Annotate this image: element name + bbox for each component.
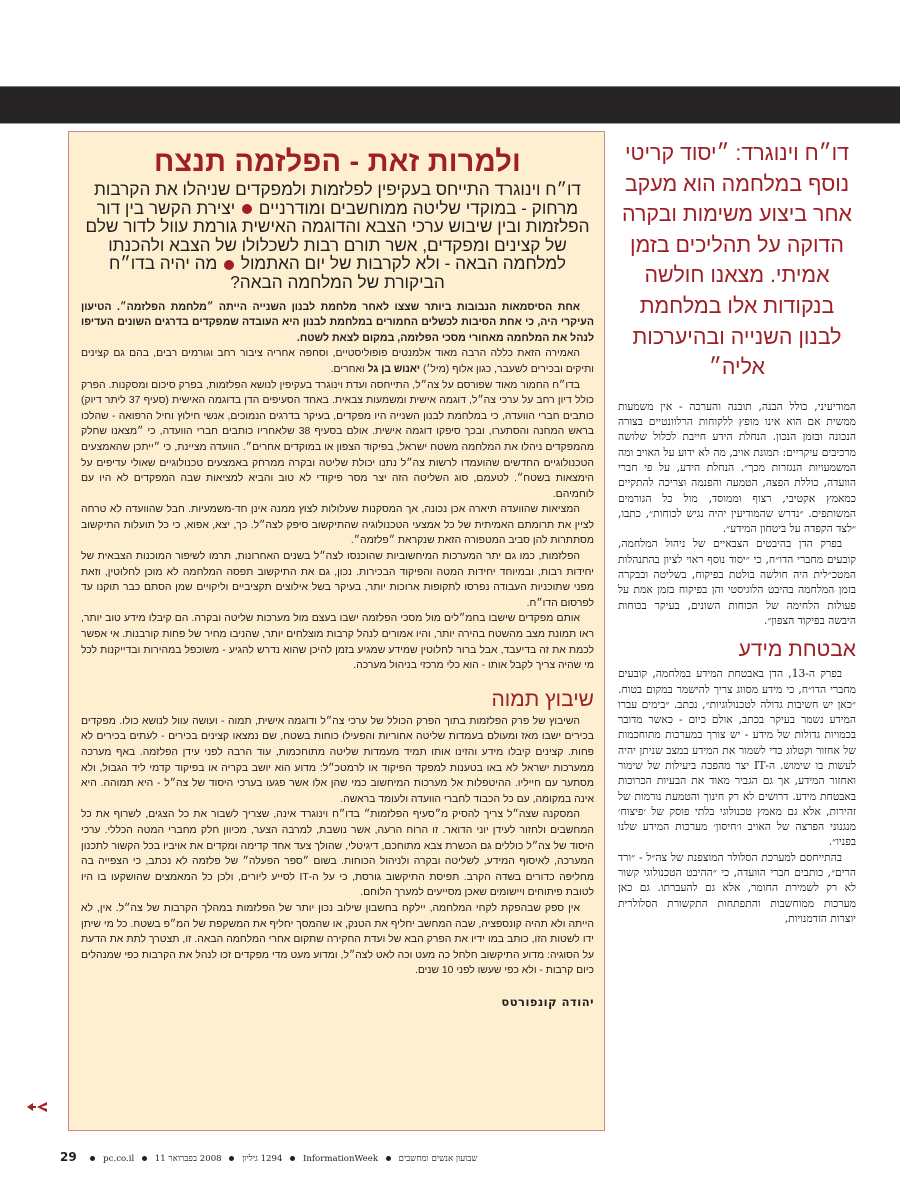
body-paragraph: אין ספק שבהפקת לקחי המלחמה, יילקח בחשבון שילוב נכון יותר של הפלזמות במהלך הקרבות של צה״ל. אין, לא הייתה ולא תהיה קונספציה, שבה המחשב יחליף את הטנק, או שהמסך יחליף את המשקפת של המ״פ בשטח. כל מי שיתן ידו לשטות הזו, כותב במו ידיו את הפרק הבא של ועדת החקירה שתקום אחרי המלחמה הבאה. זו, תצטרך לתת את הדעת על הסוגיה: מדוע התיקשוב חלחל כה מעט וכה לאט לצה״ל, ומדוע מעט מדי מפקדים זכו לנהל את הקרבות כפי שמנהלים כיום קרבות - ולא כפי שעשו לפני 10 שנים. xyxy=(81,902,594,977)
sidebar-subhead: שיבוץ תמוה xyxy=(491,687,594,711)
body-paragraph: בפרק ה-13, הדן באבטחת המידע במלחמה, קובעים מחברי הדו״ח, כי מידע מסווג צריך להישמר במקום בטוח. ״כאן יש חשיבות גדולה לטכנולוגיות״, נכתב. ״בימים עברו המידע נשמר בעיקר בכתב, אולם כיום - כאשר מדובר בכמויות גדולות של מידע - יש צורך במערכות מתוחכמות של אחזור וקטלוג כדי לשמור את המידע במצב שניתן יהיה לעשות בו שימוש. ה-IT יצר מהפכה ביעילות של שימור ואחזור המידע, אך גם הגביר מאוד את הבעיות הכרוכות באבטחת מידע. דרושים לא רק חינוך והטמעת נורמות של זהירות, אלא גם מאמץ טכנולוגי בלתי פוסק של ׳פיצוח׳ מנגנוני הפרצה של האויב ו׳חיסון׳ מערכות המידע שלנו בפניו״. xyxy=(618,667,856,849)
bullet-icon xyxy=(386,1156,391,1161)
deck-part: יצירת הקשר בין דור הפלזמות ובין שיבוש ערכי הצבא והדוגמה האישית גורמת עוול לדור שלם של קצינים ומפקדים, אשר תורם רבות לשכלולו של הצבא ולהכנתו למלחמה הבאה - ולא לקרבות של יום האתמול xyxy=(85,197,590,274)
bullet-icon xyxy=(142,1156,147,1161)
body-paragraph: בפרק הדן בהיבטים הצבאיים של ניהול המלחמה, קובעים מחברי הדו״ח, כי ״יסוד נוסף ראוי לציון בהתנהלות המטכ״לית היה חולשה בולטת בפיקוח, בשליטה ובבקרה בזמן המלחמה בהיבט הלוגיסטי והן בפיקוח בזמן אמת על פעולות הלחימה של הכוחות השונים, בעיקר בכוחות היבשה בפיקוד הצפון״. xyxy=(618,537,856,627)
body-paragraph: בהתייחסם למערכת הסלולר המוצפנת של צה״ל - ״ורד הרים״, כותבים חברי הוועדה, כי ״ההיבט הטכנולוגי קשור לא רק לשמירת החומר, אלא גם להעברתו. גם כאן מערכות ממוחשבות והתפתחות התקשורת הסלולרית יוצרות הזדמנויות, xyxy=(618,850,856,925)
bullet-icon xyxy=(290,1156,295,1161)
body-paragraph: הפלזמות, כמו גם יתר המערכות המיחשוביות שהוכנסו לצה״ל בשנים האחרונות, תרמו לשיפור המוכנות הצבאית של יחידות רבות, ובמיוחד יחידות המטה והפיקוד הבכירות. נכון, גם את התיקשוב תפסה המלחמה לא מוכן לחלוטין, וזאת מפני שתוכניות העבודה נפרסו לתקופות ארוכות יותר, בעיקר בשל אילוצים תקציביים וליקויים שמן הסתם כבר תוקנו עד לפרסום הדו״ח. xyxy=(81,551,594,609)
page-number: 29 xyxy=(60,1150,77,1164)
footer-item: InformationWeek xyxy=(302,1154,379,1164)
footer-item: שבועון אנשים ומחשבים xyxy=(398,1154,478,1164)
bullet-icon xyxy=(224,260,234,270)
body-paragraph: השיבוץ של פרק הפלזמות בתוך הפרק הכולל של ערכי צה״ל ודוגמה אישית, תמוה - ועושה עוול לנושא כולו. מפקדים בכירים ישבו מאז ומעולם בעמדות שליטה אחוריות והפעילו כוחות בשטח, שם נמצאו קצינים בכירים - לעתים בכירים לא פחות. קצינים קיבלו מידע והזינו אותו תמיד מעמדות שליטה מתוחכמות, עוד הרבה לפני עידן הפלזמה. באף מערכה ממערכות ישראל לא באו בטענות למפקד הפיקוד או לרמטכ״ל: מדוע הוא יושב בקריה או בפיקוד קדמי ליד הגבול, ולא מסתער עם חייליו. ההיטפלות אל מערכות המיחשוב כמי שהן אלו אשר פגעו בערכי היסוד של צה״ל - היא תמוהה. היא אינה במקומה, עם כל הכבוד לחברי הוועדה ולעומד בראשה. xyxy=(81,715,594,805)
sidebar-body xyxy=(81,300,594,1009)
author-byline: יהודה קונפורטס xyxy=(501,994,594,1009)
deck-part: מה יהיה בדו״ח הביקורת של המלחמה הבאה? xyxy=(109,253,445,292)
body-paragraph: אותם מפקדים שישבו בחמ״לים מול מסכי הפלזמה ישבו בעצם מול מערכות שליטה ובקרה. הם קיבלו מידע טוב יותר, ראו תמונת מצב מהשטח בהירה יותר, והיו אמורים לנהל קרבות מוצלחים יותר, שהניבו מחיר של פחות קורבנות. אי אפשר לכמת את זה בדיעבד, אבל ברור לחלוטין שמידע שמגיע בזמן להיכן שהוא נדרש להגיע - משוכפל במהירות ובדייקנות לכל מי שהיה צריך לקבל אותו - הוא כלי מרכזי בניהול מערכה. xyxy=(81,613,594,672)
body-paragraph: המסקנה שצה״ל צריך להסיק מ״סעיף הפלזמות״ בדו״ח וינוגרד אינה, שצריך לשבור את כל הצגים, לשרוף את כל המחשבים ולחזור לעידן יוני הדואר. זו הרוח הרעה, אשר נושבת, למרבה הצער, מכיוון חלק מחברי המטה הכללי. ערכי היסוד של צה״ל כוללים גם הכשרת צבא מתוחכם, דיגיטלי, שהולך צעד אחד קדימה ומקדים את אויביו בכל הקשור לתכנון המערכה, לאיסוף המידע, לשליטה ובקרה ולניהול הכוחות. בשום ״ספר הפעלה״ של פלזמה לא נכתב, כי הצפייה בה מחליפה כדורים בשדה הקרב. תפיסת התיקשוב גורסת, כי על ה-IT לסייע ליורים, ולכן כל המאמצים שהושקעו בו היו לטובת פיתוחים ויישומים שאכן מסייעים למערך הלוחם. xyxy=(81,809,594,899)
deck-part: דו״ח וינוגרד התייחס בעקיפין לפלזמות ולמפקדים שניהלו את הקרבות מרחוק - במוקדי שליטה ממוחשבים ומודרניים xyxy=(94,179,581,218)
footer-item: 2008 בפברואר 11 xyxy=(154,1154,222,1164)
lead-paragraph: אחת הסיסמאות הנבובות ביותר שצצו לאחר מלחמת לבנון השנייה הייתה ״מלחמת הפלזמה״. הטיעון העיקרי היה, כי אחת הסיבות לכשלים החמורים במלחמת לבנון היא העובדה שמפקדים בדרגים השונים העדיפו לנהל את המלחמה מאחורי מסכי הפלזמה, במקום לצאת לשטח. xyxy=(81,300,594,344)
footer-item: pc.co.il xyxy=(103,1154,135,1164)
sidebar-title: ולמרות זאת - הפלזמה תנצח xyxy=(154,146,521,178)
continue-arrow-icon xyxy=(27,1101,47,1113)
footer-item: 1294 גיליון xyxy=(242,1154,283,1164)
bullet-icon xyxy=(229,1156,234,1161)
bullet-icon xyxy=(90,1156,95,1161)
body-paragraph: המודיעיני, כולל הבנה, תובנה והערכה - אין משמעות ממשית אם הוא אינו מופץ ללקוחות הרלוונטיים בצורה הנכונה ובזמן הנכון. הנחלת הידע חייבת לכלול שלושה מרכיבים עיקריים: תמונת אויב, מה לא ידוע על האויב ומה המשמעויות הנגזרות מכך״. הנחלת הידע, על פי חברי הוועדה, כוללת הפצה, הטמעה והפנמה וצריכה להתקיים כמאמץ אקטיבי, רצוף וממוסד, מול כל הגורמים המשותפים. ״נדרש שהמודיעין יהיה נגיש לכוחות״, כתבו, ״לצד הקפדה על ביטחון המידע״. xyxy=(618,399,856,536)
body-paragraph: בדו״ח החמור מאוד שפורסם על צה״ל, התייחסה ועדת וינוגרד בעקיפין לנושא הפלזמות, בפרק סיכום ומסקנות. הפרק כולל דיון רחב על ערכי צה״ל, דוגמה אישית ומשמעות צבאית. באחד הסעיפים הדן בדוגמה האישית (סעיף 37 ליתר דיוק) כותבים חברי הוועדה, כי במלחמת לבנון השנייה היו מפקדים, בעיקר בדרגים הנמוכים, אנשי חילוץ וחיל הרפואה - שהלכו בראש המחנה והסתערו, ובכך סיפקו דוגמה אישית. אולם בסעיף 38 שלאחריו כותבים חברי הוועדה, כי ״מצאנו שחלק מהמפקדים ניהלו את המלחמה משטח ישראל, בפיקוד הצפון או במוקדים אחרים״. הוועדה מציינת, כי ״ייתכן שהאמצעים הטכנולוגיים החדשים שהועמדו לרשות צה״ל נתנו יכולת שליטה ובקרה ממרחק באמצעים טכנולוגיים שאולי עדיפים על הימצאות בשטח״. לטעמם, סוג השליטה הזה יצר מסר פיקודי לא טוב והביא למציאות שבה המפקדים לא היו עם לוחמיהם. xyxy=(81,379,595,500)
header-band xyxy=(0,86,900,124)
person-name: יאנוש בן גל xyxy=(367,363,421,375)
body-paragraph: האמירה הזאת כללה הרבה מאוד אלמנטים פופוליסטיים, וסחפה אחריה ציבור רחב וגורמים רבים, בהם גם קצינים ותיקים ובכירים לשעבר, כגון אלוף (מיל׳) יאנוש בן גל ואחרים. xyxy=(81,348,594,375)
right-subhead: אבטחת מידע xyxy=(738,638,856,662)
pull-quote: דו״ח וינוגרד: ״יסוד קריטי נוסף במלחמה הוא מעקב אחר ביצוע משימות ובקרה הדוקה על תהליכים בזמן אמיתי. מצאנו חולשה בנקודות אלו במלחמת לבנון השנייה ובהיערכות אליה״ xyxy=(622,141,852,380)
body-paragraph: המציאות שהוועדה תיארה אכן נכונה, אך המסקנות שעלולות לצוץ ממנה אינן חד-משמעיות. חבל שהוועדה לא טרחה לציין את תרומתם האמיתית של כל אמצעי הטכנולוגיה שהתיקשוב סיפק לצה״ל. כך, יצא, אפוא, כי כל תועלות התיקשוב מסתתרות להן סביב המטפורה הזאת שנקראת ״פלזמה״. xyxy=(81,504,594,547)
sidebar-deck xyxy=(81,180,594,292)
sidebar-box xyxy=(68,131,605,1131)
right-column xyxy=(618,138,856,926)
page-footer xyxy=(60,1150,520,1164)
bullet-icon xyxy=(242,204,252,214)
right-body xyxy=(618,399,856,927)
